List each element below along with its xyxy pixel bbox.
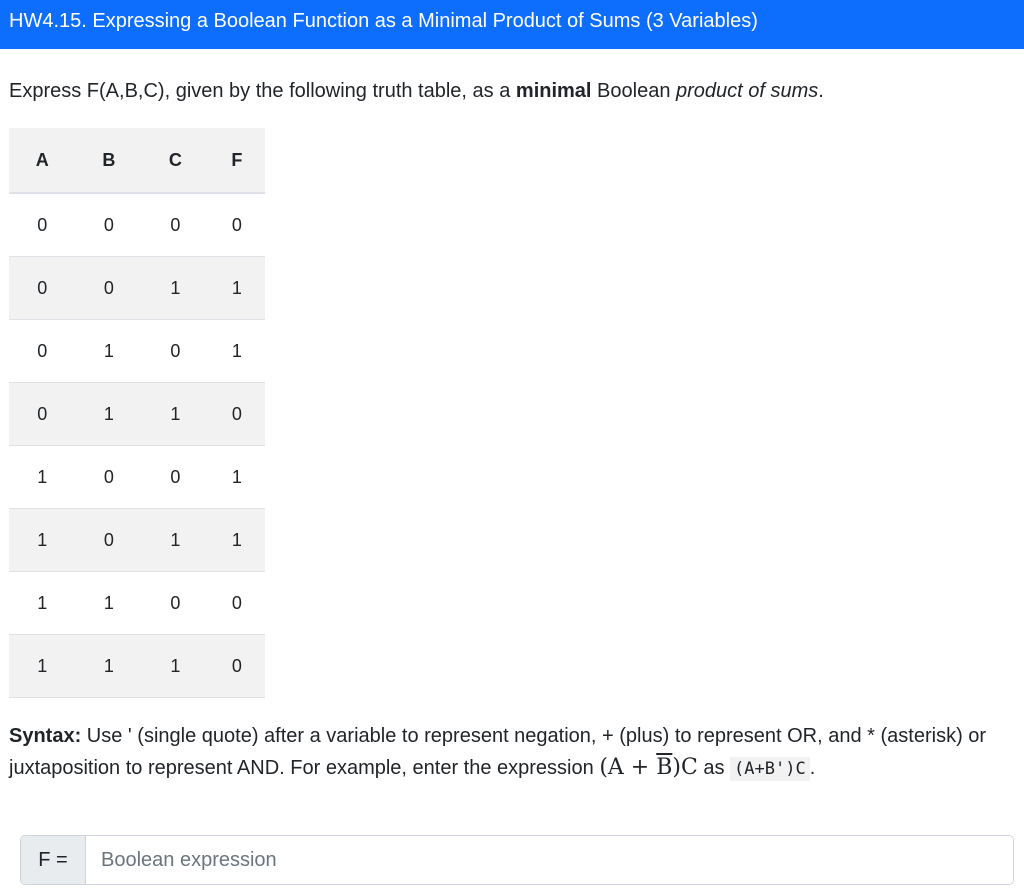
table-cell: 1 xyxy=(209,446,265,509)
table-cell: 1 xyxy=(209,509,265,572)
syntax-help: Syntax: Use ' (single quote) after a variable to represent negation, + (plus) to represent OR, and * (asterisk) or juxtaposition to represent AND. For example, enter the expression $(A + \overline{B})C$ as (A+B')C . xyxy=(9,725,987,780)
table-cell: 0 xyxy=(9,193,76,257)
table-cell: 1 xyxy=(142,257,209,320)
table-cell: 1 xyxy=(9,635,76,698)
table-row xyxy=(9,509,265,572)
table-cell: 0 xyxy=(209,635,265,698)
table-cell: 1 xyxy=(9,446,76,509)
column-header-f: F xyxy=(209,128,265,193)
table-row xyxy=(9,383,265,446)
table-cell: 1 xyxy=(76,572,143,635)
question-header xyxy=(0,0,1024,49)
table-cell: 0 xyxy=(142,320,209,383)
question-title: HW4.15. Expressing a Boolean Function as a Minimal Product of Sums (3 Variables) xyxy=(9,10,758,32)
table-row xyxy=(9,572,265,635)
prompt-italic: product of sums xyxy=(676,80,819,102)
table-cell: 1 xyxy=(9,509,76,572)
table-row xyxy=(9,446,265,509)
table-row xyxy=(9,320,265,383)
question-prompt: Express F(A,B,C), given by the following truth table, as a minimal Boolean product of sums. xyxy=(9,80,824,102)
prompt-emphasis: minimal xyxy=(515,80,592,102)
table-cell: 0 xyxy=(209,193,265,257)
table-cell: 1 xyxy=(9,572,76,635)
table-cell: 0 xyxy=(142,446,209,509)
table-cell: 1 xyxy=(76,383,143,446)
table-cell: 1 xyxy=(76,635,143,698)
example-expression: $(A + \overline{B})C$ xyxy=(599,755,698,780)
table-cell: 1 xyxy=(142,509,209,572)
column-header-b: B xyxy=(76,128,143,193)
table-cell: 1 xyxy=(76,320,143,383)
table-cell: 0 xyxy=(76,257,143,320)
negated-b: $\overline{B}$ xyxy=(656,755,673,780)
table-cell: 0 xyxy=(76,446,143,509)
boolean-expression-input[interactable] xyxy=(86,836,1013,884)
table-cell: 0 xyxy=(9,257,76,320)
table-cell: 0 xyxy=(209,383,265,446)
answer-label: F = xyxy=(21,836,86,884)
column-header-a: A xyxy=(9,128,76,193)
syntax-label: Syntax: xyxy=(9,725,82,747)
table-cell: 1 xyxy=(142,383,209,446)
table-row xyxy=(9,257,265,320)
column-header-c: C xyxy=(142,128,209,193)
table-cell: 0 xyxy=(142,572,209,635)
table-cell: 0 xyxy=(9,383,76,446)
table-cell: 1 xyxy=(209,257,265,320)
table-cell: 0 xyxy=(209,572,265,635)
table-cell: 1 xyxy=(209,320,265,383)
table-cell: 0 xyxy=(76,509,143,572)
table-row xyxy=(9,193,265,257)
table-row xyxy=(9,635,265,698)
table-cell: 0 xyxy=(9,320,76,383)
truth-table-header-row xyxy=(9,128,265,193)
table-cell: 0 xyxy=(142,193,209,257)
table-cell: 1 xyxy=(142,635,209,698)
truth-table xyxy=(9,128,265,698)
example-code: (A+B')C xyxy=(730,757,810,781)
answer-input-group xyxy=(20,835,1014,885)
table-cell: 0 xyxy=(76,193,143,257)
